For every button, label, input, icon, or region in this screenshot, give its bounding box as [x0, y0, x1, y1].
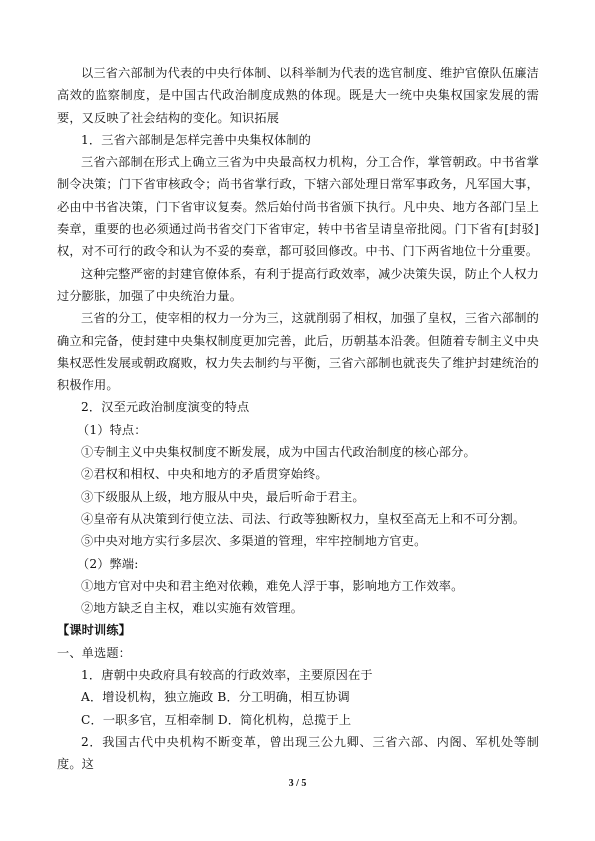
feature-item: ③下级服从上级，地方服从中央，最后听命于君主。 [81, 489, 365, 504]
question-heading-2: 2．汉至元政治制度演变的特点 [81, 400, 250, 415]
question-item: 1．唐朝中央政府具有较高的行政效率，主要原因在于 [81, 668, 373, 683]
section-heading: 【课时训练】 [57, 623, 132, 638]
feature-item: ②君权和相权、中央和地方的矛盾贯穿始终。 [81, 467, 328, 482]
page-number: 3 / 5 [288, 778, 307, 789]
feature-item: ①专制主义中央集权制度不断发展，成为中国古代政治制度的核心部分。 [81, 445, 476, 460]
question-item: 2．我国古代中央机构不断变革，曾出现三公九卿、三省六部、内阁、军机处等制度。这 [57, 734, 539, 772]
three-departments-paragraph: 三省六部制在形式上确立三省为中央最高权力机构，分工合作，掌管朝政。中书省掌制令决策；门下省审核政令；尚书省掌行政，下辖六部处理日常军事政务，凡军国大事，必由中书省决策，门下省审议复奏。然后始付尚书省颁下执行。凡中央、地方各部门呈上奏章，重要的也必须通过尚书省交门下省审定，转中书省呈请皇帝批阅。门下省有[封驳]权，对不可行的政令和认为不妥的奏章，都可驳回修改。中书、门下两省地位十分重要。 [57, 155, 539, 259]
drawback-item: ①地方官对中央和君主绝对依赖，难免人浮于事，影响地方工作效率。 [81, 578, 464, 593]
question-type-label: 一、单选题： [57, 645, 132, 660]
answer-options: A．增设机构，独立施政 B．分工明确，相互协调 [81, 690, 350, 705]
answer-options: C．一职多官，互相牵制 D．简化机构，总揽于上 [81, 712, 352, 727]
feature-item: ⑤中央对地方实行多层次、多渠道的管理，牢牢控制地方官吏。 [81, 534, 427, 549]
document-body [57, 62, 539, 776]
division-paragraph: 三省的分工，使宰相的权力一分为三，这就削弱了相权，加强了皇权，三省六部制的确立和完备，使封建中央集权制度更加完善，此后，历朝基本沿袭。但随着专制主义中央集权恶性发展或朝政腐败，权力失去制约与平衡，三省六部制也就丧失了维护封建统治的积极作用。 [57, 311, 539, 393]
intro-paragraph: 以三省六部制为代表的中央行体制、以科举制为代表的选官制度、维护官僚队伍廉洁高效的监察制度，是中国古代政治制度成熟的体现。既是大一统中央集权国家发展的需要，又反映了社会结构的变化。知识拓展 [57, 66, 539, 125]
drawbacks-label: （2）弊端: [77, 556, 139, 571]
bureaucracy-paragraph: 这种完整严密的封建官僚体系，有利于提高行政效率，减少决策失误，防止个人权力过分膨胀，加强了中央统治力量。 [57, 266, 539, 303]
drawback-item: ②地方缺乏自主权，难以实施有效管理。 [81, 601, 304, 616]
feature-item: ④皇帝有从决策到行使立法、司法、行政等独断权力，皇权至高无上和不可分割。 [81, 511, 526, 526]
features-label: （1）特点： [77, 422, 147, 437]
question-heading-1: 1．三省六部制是怎样完善中央集权体制的 [81, 132, 311, 147]
